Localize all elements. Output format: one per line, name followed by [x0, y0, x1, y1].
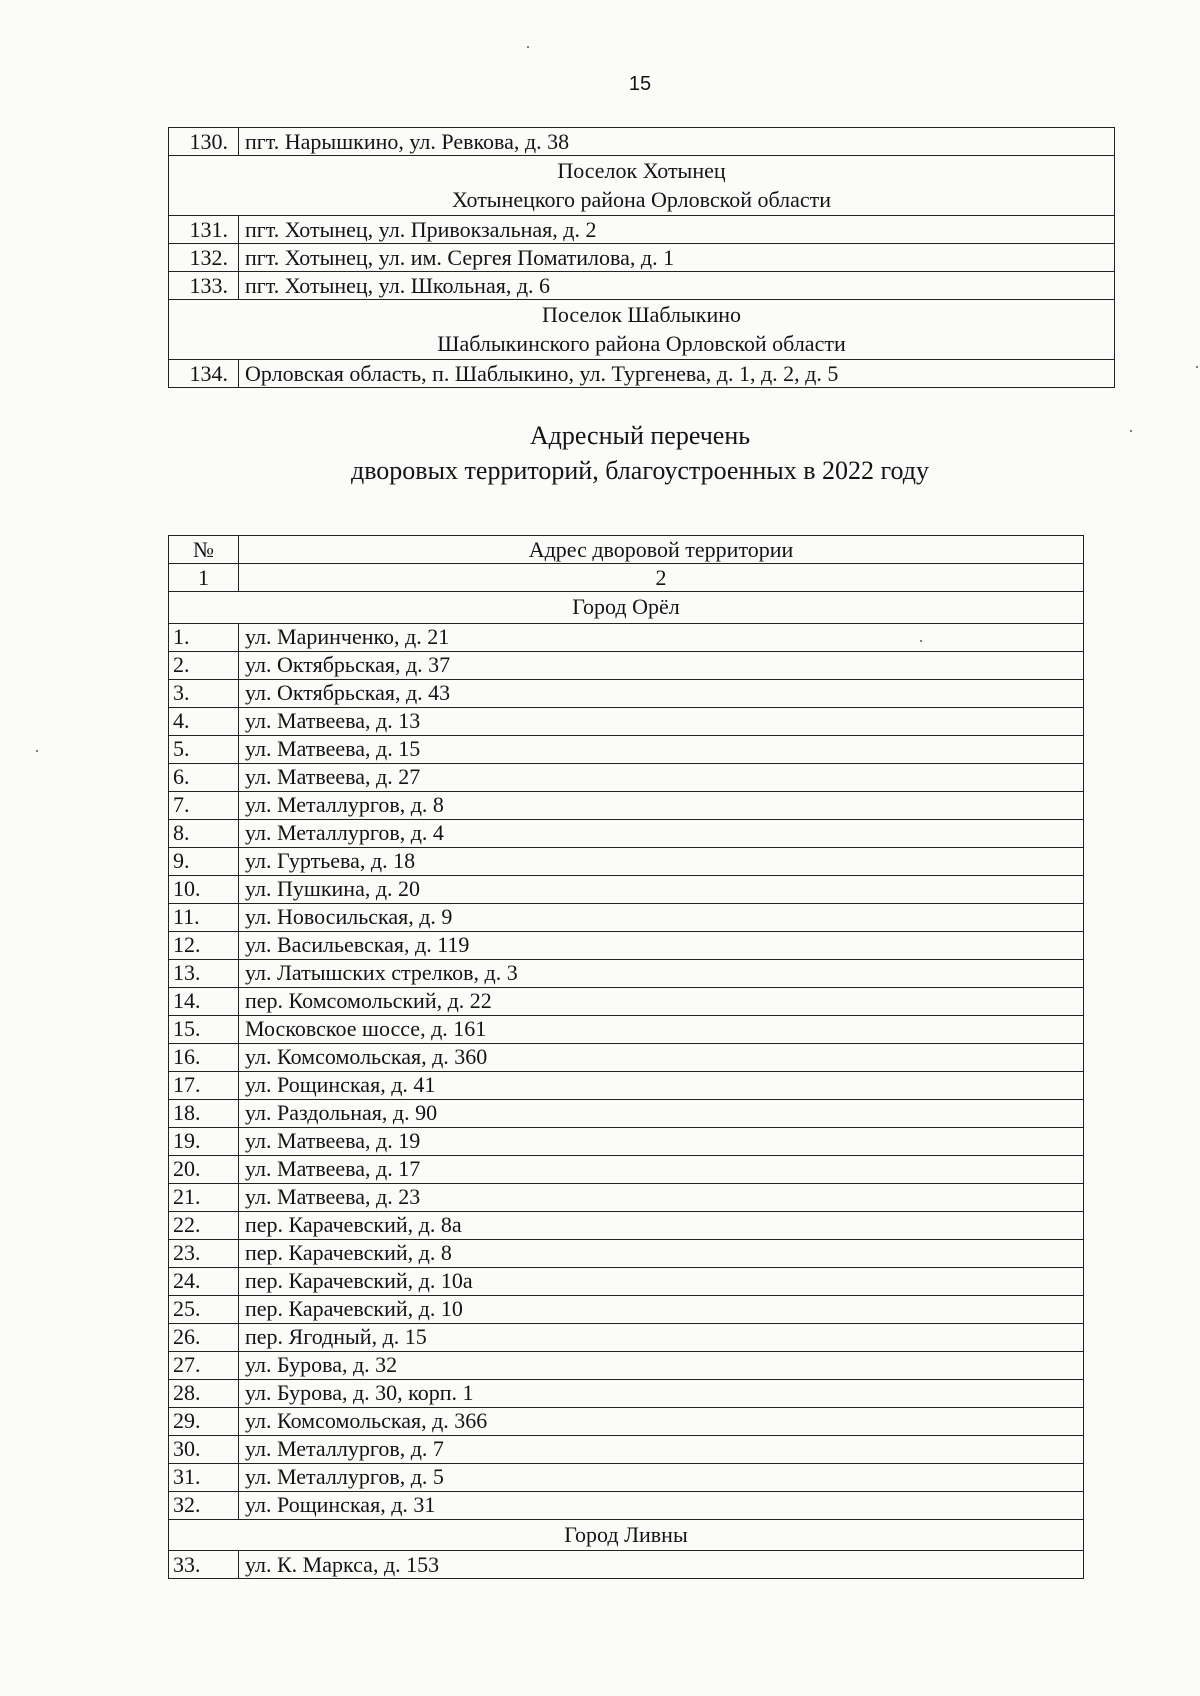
table-row: [169, 931, 1084, 959]
table-row: [169, 1099, 1084, 1127]
row-address: пер. Комсомольский, д. 22: [239, 987, 1084, 1015]
row-number: 30.: [169, 1435, 239, 1463]
table-row: [169, 1155, 1084, 1183]
section-title: [169, 300, 1115, 360]
row-address: ул. Бурова, д. 30, корп. 1: [239, 1379, 1084, 1407]
row-number: 28.: [169, 1379, 239, 1407]
row-address: ул. Бурова, д. 32: [239, 1351, 1084, 1379]
row-number: 130.: [169, 128, 239, 156]
row-address: ул. Пушкина, д. 20: [239, 875, 1084, 903]
table-row: [169, 903, 1084, 931]
row-number: 7.: [169, 791, 239, 819]
table-row: [169, 791, 1084, 819]
row-address: пер. Карачевский, д. 8а: [239, 1211, 1084, 1239]
row-address: пер. Ягодный, д. 15: [239, 1323, 1084, 1351]
row-address: ул. Латышских стрелков, д. 3: [239, 959, 1084, 987]
row-number: 33.: [169, 1551, 239, 1579]
section-title: [169, 156, 1115, 216]
table-row: [169, 735, 1084, 763]
list-title: Адресный перечень: [529, 421, 751, 450]
section-header-row: [169, 300, 1115, 360]
table-row: [169, 1407, 1084, 1435]
row-address: ул. Матвеева, д. 15: [239, 735, 1084, 763]
row-number: 17.: [169, 1071, 239, 1099]
row-number: 13.: [169, 959, 239, 987]
row-number: 9.: [169, 847, 239, 875]
table-row: [169, 1043, 1084, 1071]
row-address: ул. Матвеева, д. 27: [239, 763, 1084, 791]
row-number: 26.: [169, 1323, 239, 1351]
table-row: [169, 651, 1084, 679]
row-address: ул. Матвеева, д. 23: [239, 1183, 1084, 1211]
table-header-row: [169, 536, 1084, 564]
table-row: [169, 360, 1115, 388]
table-row: [169, 847, 1084, 875]
row-address: ул. Рощинская, д. 41: [239, 1071, 1084, 1099]
row-number: 5.: [169, 735, 239, 763]
row-address: ул. Рощинская, д. 31: [239, 1491, 1084, 1519]
row-address: ул. Металлургов, д. 7: [239, 1435, 1084, 1463]
row-number: 8.: [169, 819, 239, 847]
table-row: [169, 1491, 1084, 1519]
row-number: 6.: [169, 763, 239, 791]
addresses-table-continued: [168, 127, 1115, 388]
row-number: 18.: [169, 1099, 239, 1127]
table-row: [169, 216, 1115, 244]
row-address: ул. Гуртьева, д. 18: [239, 847, 1084, 875]
table-row: [169, 272, 1115, 300]
table-row: [169, 1267, 1084, 1295]
section-title-line: Хотынецкого района Орловской области: [451, 186, 832, 212]
section-title-line: Город Орёл: [572, 594, 680, 619]
row-number: 29.: [169, 1407, 239, 1435]
table-row: [169, 679, 1084, 707]
row-number: 25.: [169, 1295, 239, 1323]
list-subtitle: дворовых территорий, благоустроенных в 2022 году: [350, 456, 929, 485]
row-address: Московское шоссе, д. 161: [239, 1015, 1084, 1043]
table-row: [169, 1463, 1084, 1491]
table-row: [169, 819, 1084, 847]
row-address: ул. Металлургов, д. 8: [239, 791, 1084, 819]
row-number: 19.: [169, 1127, 239, 1155]
section-header-row: [169, 592, 1084, 624]
row-number: 32.: [169, 1491, 239, 1519]
table-row: [169, 1071, 1084, 1099]
row-address: пгт. Хотынец, ул. Школьная, д. 6: [239, 272, 1115, 300]
row-number: 23.: [169, 1239, 239, 1267]
table-row: [169, 244, 1115, 272]
section-header-row: [169, 1519, 1084, 1551]
row-address: ул. К. Маркса, д. 153: [239, 1551, 1084, 1579]
row-address: ул. Металлургов, д. 4: [239, 819, 1084, 847]
row-number: 15.: [169, 1015, 239, 1043]
column-header-number: №: [169, 536, 239, 564]
column-number-2: 2: [239, 564, 1084, 592]
section-title-line: Город Ливны: [564, 1521, 688, 1547]
row-number: 134.: [169, 360, 239, 388]
row-number: 27.: [169, 1351, 239, 1379]
row-number: 2.: [169, 651, 239, 679]
row-number: 22.: [169, 1211, 239, 1239]
row-address: ул. Матвеева, д. 17: [239, 1155, 1084, 1183]
row-number: 10.: [169, 875, 239, 903]
yard-territories-table: [168, 535, 1084, 1579]
table-row: [169, 1551, 1084, 1579]
table-row: [169, 1127, 1084, 1155]
row-number: 24.: [169, 1267, 239, 1295]
row-number: 133.: [169, 272, 239, 300]
row-address: ул. Новосильская, д. 9: [239, 903, 1084, 931]
column-number-1: 1: [169, 564, 239, 592]
row-address: ул. Комсомольская, д. 360: [239, 1043, 1084, 1071]
row-number: 20.: [169, 1155, 239, 1183]
table-row: [169, 1295, 1084, 1323]
row-number: 3.: [169, 679, 239, 707]
page-number: 15: [628, 73, 652, 95]
row-address: пер. Карачевский, д. 8: [239, 1239, 1084, 1267]
row-address: пгт. Нарышкино, ул. Ревкова, д. 38: [239, 128, 1115, 156]
row-number: 21.: [169, 1183, 239, 1211]
row-address: ул. Октябрьская, д. 43: [239, 679, 1084, 707]
table-row: [169, 1379, 1084, 1407]
row-address: ул. Металлургов, д. 5: [239, 1463, 1084, 1491]
row-number: 132.: [169, 244, 239, 272]
row-address: Орловская область, п. Шаблыкино, ул. Тургенева, д. 1, д. 2, д. 5: [239, 360, 1115, 388]
section-title-line: Шаблыкинского района Орловской области: [437, 330, 846, 356]
row-address: пер. Карачевский, д. 10: [239, 1295, 1084, 1323]
table-row: [169, 763, 1084, 791]
row-address: пгт. Хотынец, ул. Привокзальная, д. 2: [239, 216, 1115, 244]
table-row: [169, 128, 1115, 156]
row-number: 131.: [169, 216, 239, 244]
table-row: [169, 707, 1084, 735]
table-row: [169, 1211, 1084, 1239]
table-row: [169, 1239, 1084, 1267]
row-address: ул. Комсомольская, д. 366: [239, 1407, 1084, 1435]
column-header-address: Адрес дворовой территории: [239, 536, 1084, 564]
row-address: ул. Раздольная, д. 90: [239, 1099, 1084, 1127]
table-row: [169, 1015, 1084, 1043]
row-number: 12.: [169, 931, 239, 959]
section-title: [169, 592, 1084, 624]
table-row: [169, 959, 1084, 987]
row-address: ул. Васильевская, д. 119: [239, 931, 1084, 959]
section-title-line: Поселок Хотынец: [557, 158, 726, 183]
row-address: ул. Октябрьская, д. 37: [239, 651, 1084, 679]
row-address: ул. Матвеева, д. 13: [239, 707, 1084, 735]
table-row: [169, 875, 1084, 903]
row-address: ул. Матвеева, д. 19: [239, 1127, 1084, 1155]
table-row: [169, 1323, 1084, 1351]
row-number: 31.: [169, 1463, 239, 1491]
row-address: пгт. Хотынец, ул. им. Сергея Поматилова, д. 1: [239, 244, 1115, 272]
column-numbering-row: [169, 564, 1084, 592]
row-number: 11.: [169, 903, 239, 931]
section-header-row: [169, 156, 1115, 216]
row-address: ул. Маринченко, д. 21: [239, 623, 1084, 651]
section-title-line: Поселок Шаблыкино: [542, 302, 741, 327]
section-title: [169, 1519, 1084, 1551]
table-row: [169, 987, 1084, 1015]
table-row: [169, 1435, 1084, 1463]
row-number: 4.: [169, 707, 239, 735]
row-number: 14.: [169, 987, 239, 1015]
row-address: пер. Карачевский, д. 10а: [239, 1267, 1084, 1295]
row-number: 1.: [169, 623, 239, 651]
table-row: [169, 1183, 1084, 1211]
table-row: [169, 1351, 1084, 1379]
table-row: [169, 623, 1084, 651]
row-number: 16.: [169, 1043, 239, 1071]
